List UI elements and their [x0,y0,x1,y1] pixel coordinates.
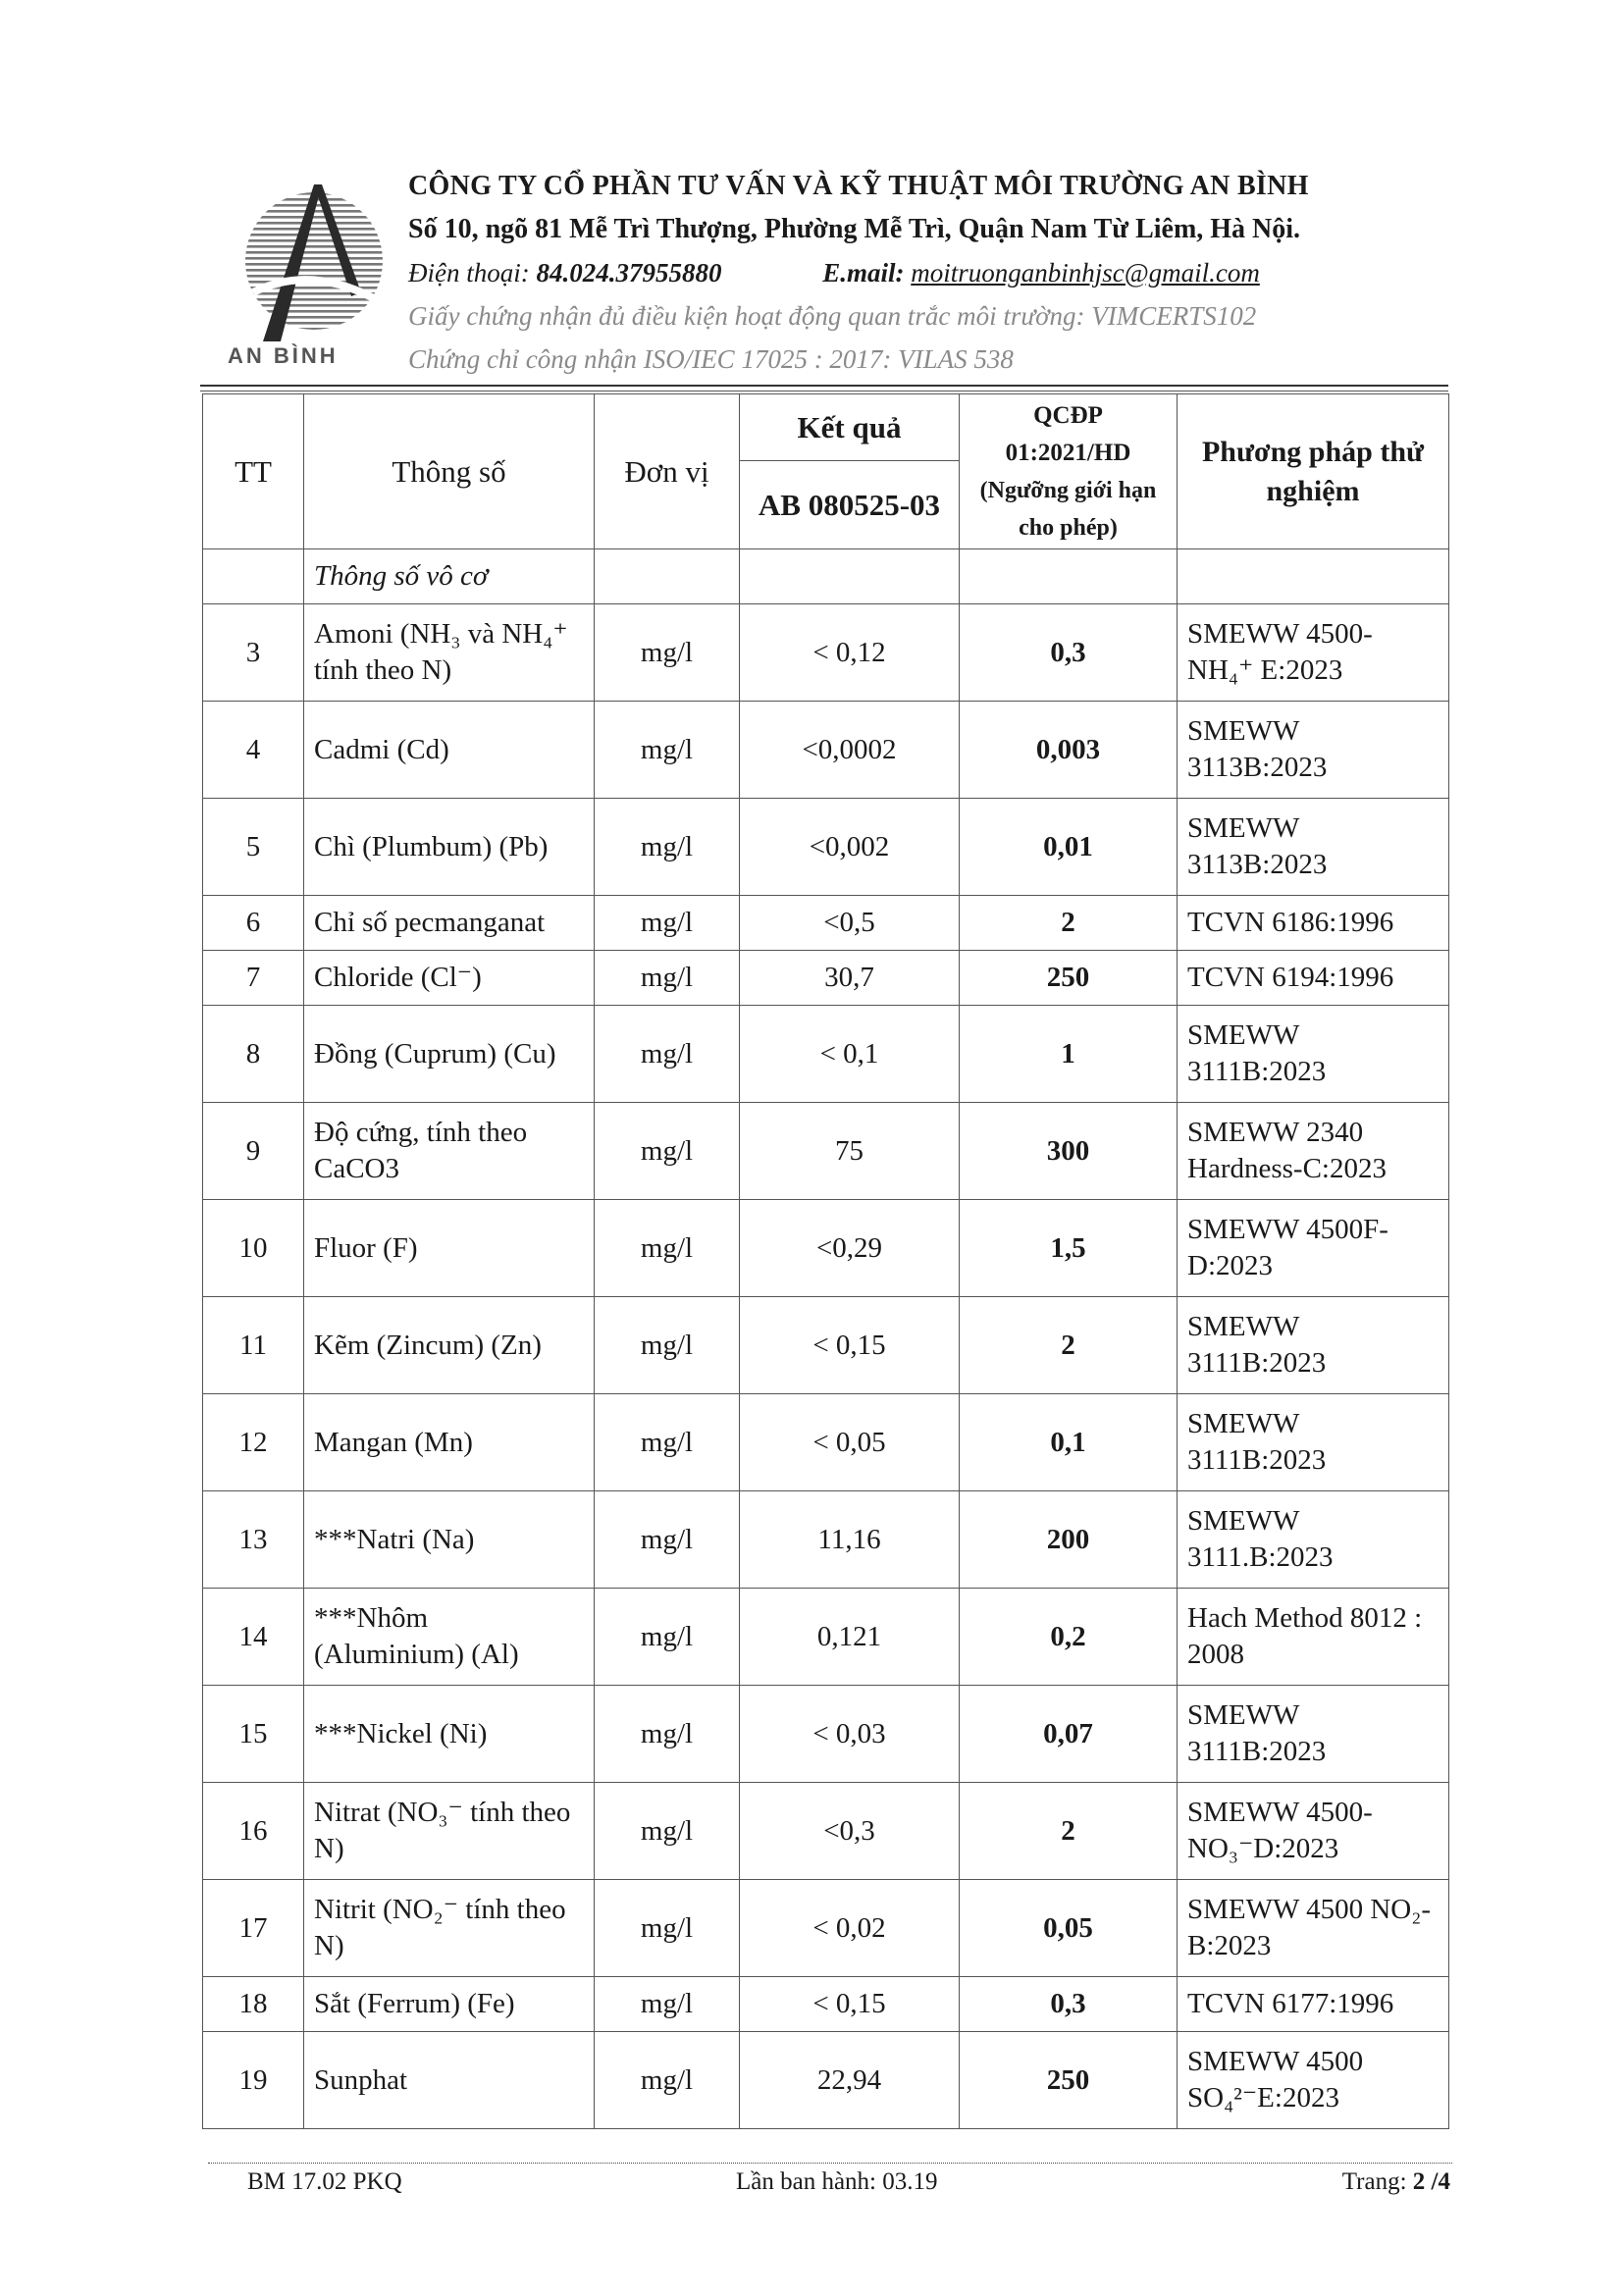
cell-result: <0,3 [740,1783,960,1880]
cell-unit: mg/l [595,1491,740,1589]
cell-result: 22,94 [740,2032,960,2129]
cell-tt: 13 [203,1491,304,1589]
cell-result: < 0,1 [740,1006,960,1103]
table-row [203,1977,1449,2032]
cell-param: Độ cứng, tính theo CaCO3 [304,1103,595,1200]
group-row [203,549,1449,604]
svg-text:AN BÌNH: AN BÌNH [228,343,339,368]
cell-tt: 6 [203,896,304,951]
cell-limit: 300 [960,1103,1178,1200]
cell-result: <0,5 [740,896,960,951]
footer-rule [208,2163,1452,2164]
cell-result: <0,0002 [740,702,960,799]
cell-limit: 0,1 [960,1394,1178,1491]
phone-label: Điện thoại: [408,258,530,287]
cell-method: SMEWW 4500 NO₂-B:2023 [1178,1880,1449,1977]
header-param: Thông số [304,394,595,549]
cell-limit: 0,05 [960,1880,1178,1977]
cell-tt: 4 [203,702,304,799]
cell-limit: 2 [960,1297,1178,1394]
cell-result: < 0,03 [740,1686,960,1783]
table-row [203,1394,1449,1491]
cell-method: SMEWW 3111B:2023 [1178,1686,1449,1783]
cell-tt: 12 [203,1394,304,1491]
cell-result: < 0,02 [740,1880,960,1977]
cell-result: < 0,15 [740,1977,960,2032]
cell-unit: mg/l [595,1200,740,1297]
cell-param: Chloride (Cl⁻) [304,951,595,1006]
cell-limit: 1 [960,1006,1178,1103]
cell-unit: mg/l [595,604,740,702]
cell-tt: 10 [203,1200,304,1297]
table-row [203,1200,1449,1297]
cell-method: SMEWW 2340 Hardness-C:2023 [1178,1103,1449,1200]
company-address: Số 10, ngõ 81 Mễ Trì Thượng, Phường Mễ Trì, Quận Nam Từ Liêm, Hà Nội. [408,214,1301,244]
table-row [203,702,1449,799]
header-unit: Đơn vị [595,394,740,549]
cell-param: Cadmi (Cd) [304,702,595,799]
group-label: Thông số vô cơ [304,549,595,604]
cell-result: <0,002 [740,799,960,896]
cell-limit: 200 [960,1491,1178,1589]
cell-tt: 11 [203,1297,304,1394]
table-row [203,1589,1449,1686]
cell-tt: 18 [203,1977,304,2032]
cell-tt: 8 [203,1006,304,1103]
cell-limit: 0,003 [960,702,1178,799]
header-sample-id: AB 080525-03 [740,461,960,549]
cell-result: < 0,12 [740,604,960,702]
cell-unit: mg/l [595,2032,740,2129]
cell-limit: 250 [960,951,1178,1006]
company-name: CÔNG TY CỔ PHẦN TƯ VẤN VÀ KỸ THUẬT MÔI TRƯỜNG AN BÌNH [408,171,1309,201]
cell-unit: mg/l [595,1686,740,1783]
cell-method: TCVN 6194:1996 [1178,951,1449,1006]
cell-method: TCVN 6186:1996 [1178,896,1449,951]
cell-param: Mangan (Mn) [304,1394,595,1491]
cell-unit: mg/l [595,1394,740,1491]
header-method: Phương pháp thử nghiệm [1178,394,1449,549]
cell-unit: mg/l [595,1103,740,1200]
cell-tt: 16 [203,1783,304,1880]
cell-method: SMEWW 4500 SO₄²⁻E:2023 [1178,2032,1449,2129]
table-row [203,1880,1449,1977]
cell-method: SMEWW 4500-NH₄⁺ E:2023 [1178,604,1449,702]
cell-limit: 0,2 [960,1589,1178,1686]
cell-method: Hach Method 8012 : 2008 [1178,1589,1449,1686]
cell-method: TCVN 6177:1996 [1178,1977,1449,2032]
cell-unit: mg/l [595,1977,740,2032]
table-row [203,1783,1449,1880]
table-row [203,896,1449,951]
cell-result: 0,121 [740,1589,960,1686]
cell-unit: mg/l [595,1783,740,1880]
cell-limit: 250 [960,2032,1178,2129]
cell-unit: mg/l [595,799,740,896]
cell-method: SMEWW 3111B:2023 [1178,1394,1449,1491]
cell-result: < 0,15 [740,1297,960,1394]
contact-line [408,251,1468,294]
cell-unit: mg/l [595,1006,740,1103]
cell-result: <0,29 [740,1200,960,1297]
cell-method: SMEWW 3111.B:2023 [1178,1491,1449,1589]
edition: Lần ban hành: 03.19 [736,2168,938,2195]
cell-param: Chì (Plumbum) (Pb) [304,799,595,896]
cell-param: Đồng (Cuprum) (Cu) [304,1006,595,1103]
company-header [408,165,1468,381]
phone-number: 84.024.37955880 [536,258,722,287]
cell-result: 30,7 [740,951,960,1006]
form-code: BM 17.02 PKQ [247,2168,402,2195]
cell-param: Sắt (Ferrum) (Fe) [304,1977,595,2032]
cell-method: SMEWW 3113B:2023 [1178,702,1449,799]
table-row [203,1006,1449,1103]
cell-tt: 15 [203,1686,304,1783]
cell-param: ***Nickel (Ni) [304,1686,595,1783]
page-label: Trang: [1341,2168,1407,2195]
header-result: Kết quả [740,394,960,461]
cell-tt: 7 [203,951,304,1006]
table-row [203,951,1449,1006]
table-row [203,604,1449,702]
header-rule [200,385,1448,387]
table-row [203,1686,1449,1783]
cell-unit: mg/l [595,1589,740,1686]
cell-param: Chỉ số pecmanganat [304,896,595,951]
cell-method: SMEWW 4500-NO₃⁻D:2023 [1178,1783,1449,1880]
cell-param: ***Nhôm (Aluminium) (Al) [304,1589,595,1686]
results-table [202,393,1449,2129]
header-limit: QCĐP 01:2021/HD (Ngưỡng giới hạn cho phép) [960,394,1178,549]
cell-tt: 5 [203,799,304,896]
page-number: 2 /4 [1412,2168,1450,2195]
cell-result: 75 [740,1103,960,1200]
cell-tt: 9 [203,1103,304,1200]
cell-param: ***Natri (Na) [304,1491,595,1589]
cell-limit: 1,5 [960,1200,1178,1297]
email-link[interactable]: moitruonganbinhjsc@gmail.com [911,258,1260,287]
accreditation-line: Chứng chỉ công nhận ISO/IEC 17025 : 2017: VILAS 538 [408,344,1014,374]
certificate-line: Giấy chứng nhận đủ điều kiện hoạt động quan trắc môi trường: VIMCERTS102 [408,301,1257,331]
cell-result: 11,16 [740,1491,960,1589]
cell-method: SMEWW 3113B:2023 [1178,799,1449,896]
cell-unit: mg/l [595,951,740,1006]
cell-param: Kẽm (Zincum) (Zn) [304,1297,595,1394]
cell-tt: 17 [203,1880,304,1977]
cell-result: < 0,05 [740,1394,960,1491]
cell-tt: 14 [203,1589,304,1686]
table-row [203,1297,1449,1394]
cell-unit: mg/l [595,1297,740,1394]
table-row [203,1491,1449,1589]
cell-tt: 19 [203,2032,304,2129]
cell-method: SMEWW 4500F-D:2023 [1178,1200,1449,1297]
cell-param: Amoni (NH₃ và NH₄⁺ tính theo N) [304,604,595,702]
cell-tt: 3 [203,604,304,702]
cell-param: Nitrit (NO₂⁻ tính theo N) [304,1880,595,1977]
header-tt: TT [203,394,304,549]
cell-param: Sunphat [304,2032,595,2129]
cell-unit: mg/l [595,896,740,951]
cell-method: SMEWW 3111B:2023 [1178,1006,1449,1103]
table-row [203,2032,1449,2129]
page-indicator [1342,2168,1450,2196]
cell-limit: 0,3 [960,1977,1178,2032]
cell-unit: mg/l [595,702,740,799]
cell-limit: 0,01 [960,799,1178,896]
company-logo [224,175,391,371]
cell-limit: 2 [960,896,1178,951]
cell-limit: 0,3 [960,604,1178,702]
cell-param: Nitrat (NO₃⁻ tính theo N) [304,1783,595,1880]
cell-param: Fluor (F) [304,1200,595,1297]
table-row [203,1103,1449,1200]
table-row [203,799,1449,896]
cell-unit: mg/l [595,1880,740,1977]
an-binh-logo-icon [224,175,391,371]
cell-limit: 2 [960,1783,1178,1880]
cell-method: SMEWW 3111B:2023 [1178,1297,1449,1394]
email-label: E.mail: [822,258,905,287]
cell-limit: 0,07 [960,1686,1178,1783]
